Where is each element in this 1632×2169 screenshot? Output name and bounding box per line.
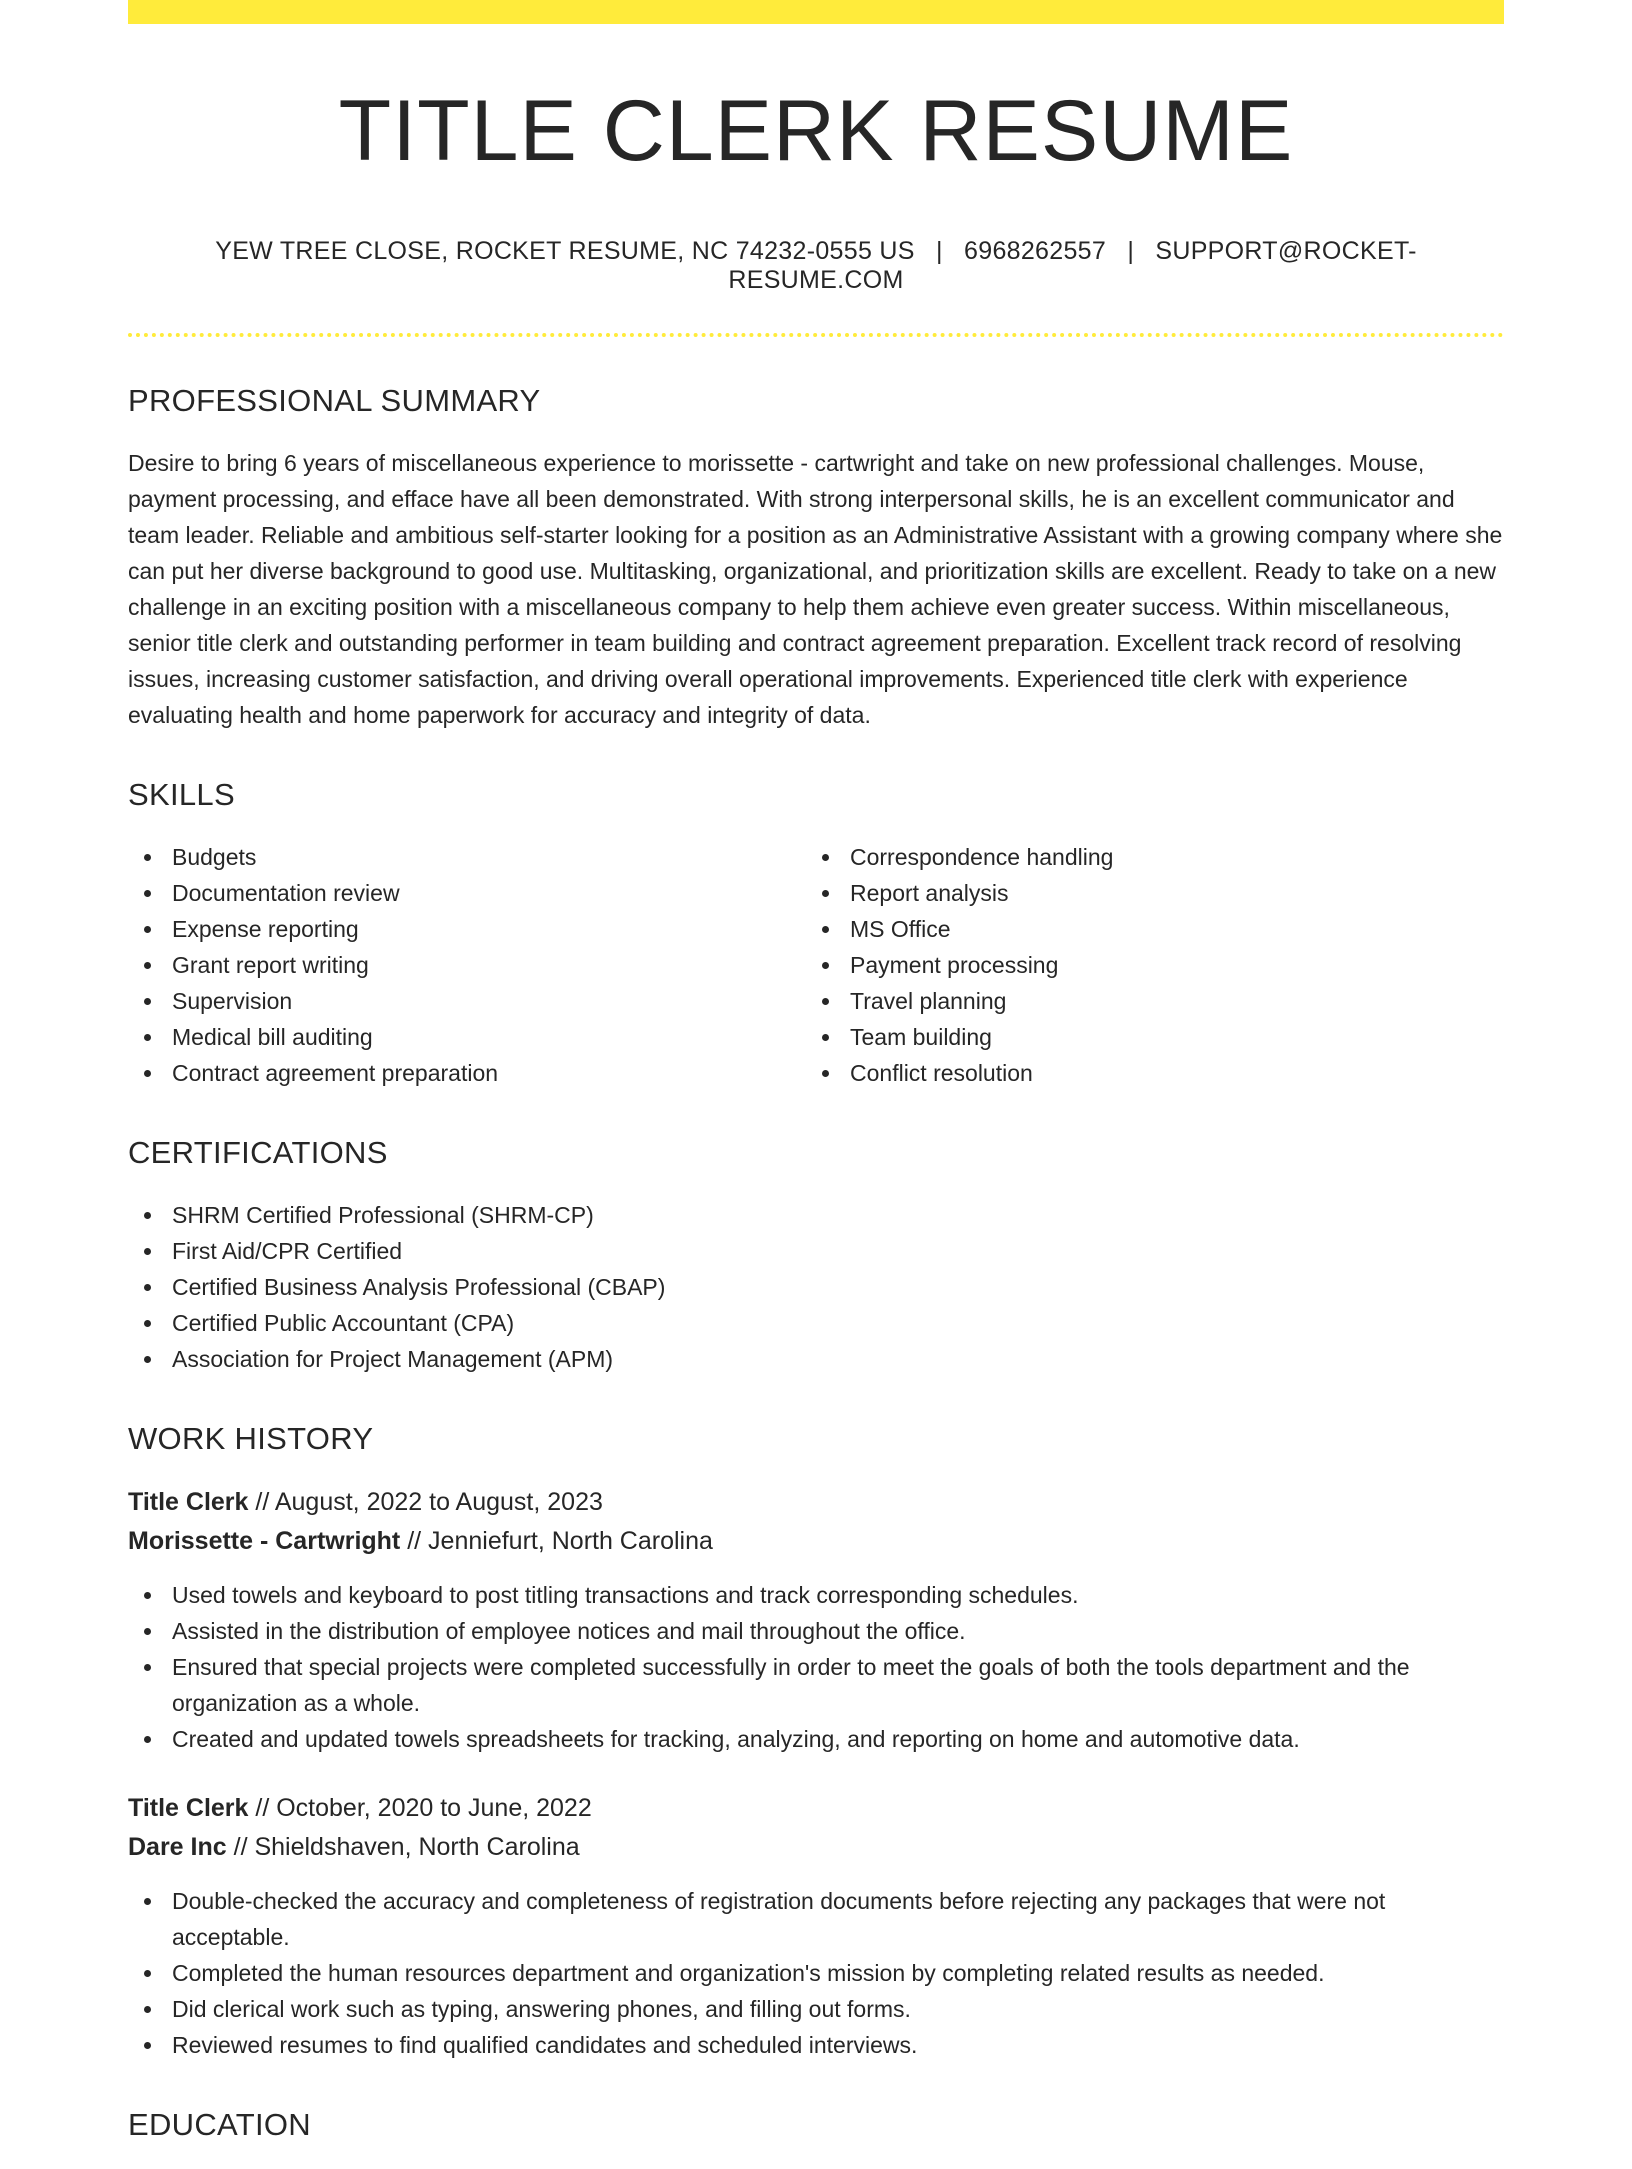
contact-line xyxy=(128,237,1504,295)
job-entry xyxy=(128,1483,1504,1757)
list-item: Medical bill auditing xyxy=(128,1019,806,1055)
contact-phone: 6968262557 xyxy=(964,236,1107,265)
job-company: Dare Inc xyxy=(128,1832,227,1861)
list-item: Double-checked the accuracy and completeness of registration documents before rejecting any packages that were not acceptable. xyxy=(128,1883,1504,1955)
list-item: Travel planning xyxy=(806,983,1484,1019)
list-item: MS Office xyxy=(806,911,1484,947)
job-title-line xyxy=(128,1483,1504,1522)
list-item: Budgets xyxy=(128,839,806,875)
skills-grid xyxy=(128,839,1504,1091)
summary-heading: PROFESSIONAL SUMMARY xyxy=(128,382,541,418)
list-item: Did clerical work such as typing, answering phones, and filling out forms. xyxy=(128,1991,1504,2027)
job-company-line xyxy=(128,1828,1504,1867)
job-bullets xyxy=(128,1883,1504,2063)
job-location: // Jenniefurt, North Carolina xyxy=(400,1526,713,1555)
job-company: Morissette - Cartwright xyxy=(128,1526,401,1555)
contact-address: YEW TREE CLOSE, ROCKET RESUME, NC 74232-0555 US xyxy=(215,236,915,265)
job-entry xyxy=(128,1789,1504,2063)
list-item: Association for Project Management (APM) xyxy=(128,1341,1504,1377)
list-item: Used towels and keyboard to post titling transactions and track corresponding schedules. xyxy=(128,1577,1504,1613)
work-history-heading: WORK HISTORY xyxy=(128,1420,374,1456)
list-item: First Aid/CPR Certified xyxy=(128,1233,1504,1269)
list-item: Reviewed resumes to find qualified candidates and scheduled interviews. xyxy=(128,2027,1504,2063)
list-item: Team building xyxy=(806,1019,1484,1055)
job-bullets xyxy=(128,1577,1504,1757)
list-item: Payment processing xyxy=(806,947,1484,983)
list-item: SHRM Certified Professional (SHRM-CP) xyxy=(128,1197,1504,1233)
skills-list-left xyxy=(128,839,806,1091)
work-history-list xyxy=(128,1483,1504,2063)
job-dates: // October, 2020 to June, 2022 xyxy=(248,1793,592,1822)
contact-separator: | xyxy=(935,236,943,265)
certifications-heading: CERTIFICATIONS xyxy=(128,1134,388,1170)
list-item: Conflict resolution xyxy=(806,1055,1484,1091)
summary-text: Desire to bring 6 years of miscellaneous experience to morissette - cartwright and take on new professional challenges. Mouse, payment processing, and efface have all been demonstrated. With strong interpersonal skills, he is an excellent communicator and team leader. Reliable and ambitious self-starter looking for a position as an Administrative Assistant with a growing company where she can put her diverse background to good use. Multitasking, organizational, and prioritization skills are excellent. Ready to take on a new challenge in an exciting position with a miscellaneous company to help them achieve even greater success. Within miscellaneous, senior title clerk and outstanding performer in team building and contract agreement preparation. Excellent track record of resolving issues, increasing customer satisfaction, and driving overall operational improvements. Experienced title clerk with experience evaluating health and home paperwork for accuracy and integrity of data. xyxy=(128,449,1503,728)
list-item: Documentation review xyxy=(128,875,806,911)
skills-list-right xyxy=(806,839,1484,1091)
contact-separator: | xyxy=(1127,236,1135,265)
list-item: Supervision xyxy=(128,983,806,1019)
job-location: // Shieldshaven, North Carolina xyxy=(226,1832,580,1861)
list-item: Expense reporting xyxy=(128,911,806,947)
list-item: Completed the human resources department and organization's mission by completing related results as needed. xyxy=(128,1955,1504,1991)
job-title-line xyxy=(128,1789,1504,1828)
job-dates: // August, 2022 to August, 2023 xyxy=(248,1487,603,1516)
list-item: Report analysis xyxy=(806,875,1484,911)
education-heading: EDUCATION xyxy=(128,2106,311,2142)
list-item: Assisted in the distribution of employee notices and mail throughout the office. xyxy=(128,1613,1504,1649)
page-title: TITLE CLERK RESUME xyxy=(338,83,1294,179)
list-item: Certified Public Accountant (CPA) xyxy=(128,1305,1504,1341)
list-item: Correspondence handling xyxy=(806,839,1484,875)
accent-top-bar xyxy=(128,0,1504,24)
job-title: Title Clerk xyxy=(128,1793,249,1822)
dotted-divider xyxy=(128,333,1504,337)
list-item: Certified Business Analysis Professional (CBAP) xyxy=(128,1269,1504,1305)
list-item: Contract agreement preparation xyxy=(128,1055,806,1091)
skills-heading: SKILLS xyxy=(128,776,235,812)
resume-page xyxy=(128,0,1504,2169)
job-company-line xyxy=(128,1522,1504,1561)
job-title: Title Clerk xyxy=(128,1487,249,1516)
list-item: Ensured that special projects were completed successfully in order to meet the goals of both the tools department and the organization as a whole. xyxy=(128,1649,1504,1721)
contact-email: SUPPORT@ROCKET-RESUME.COM xyxy=(728,236,1417,294)
certifications-list xyxy=(128,1197,1504,1377)
list-item: Grant report writing xyxy=(128,947,806,983)
list-item: Created and updated towels spreadsheets for tracking, analyzing, and reporting on home and automotive data. xyxy=(128,1721,1504,1757)
